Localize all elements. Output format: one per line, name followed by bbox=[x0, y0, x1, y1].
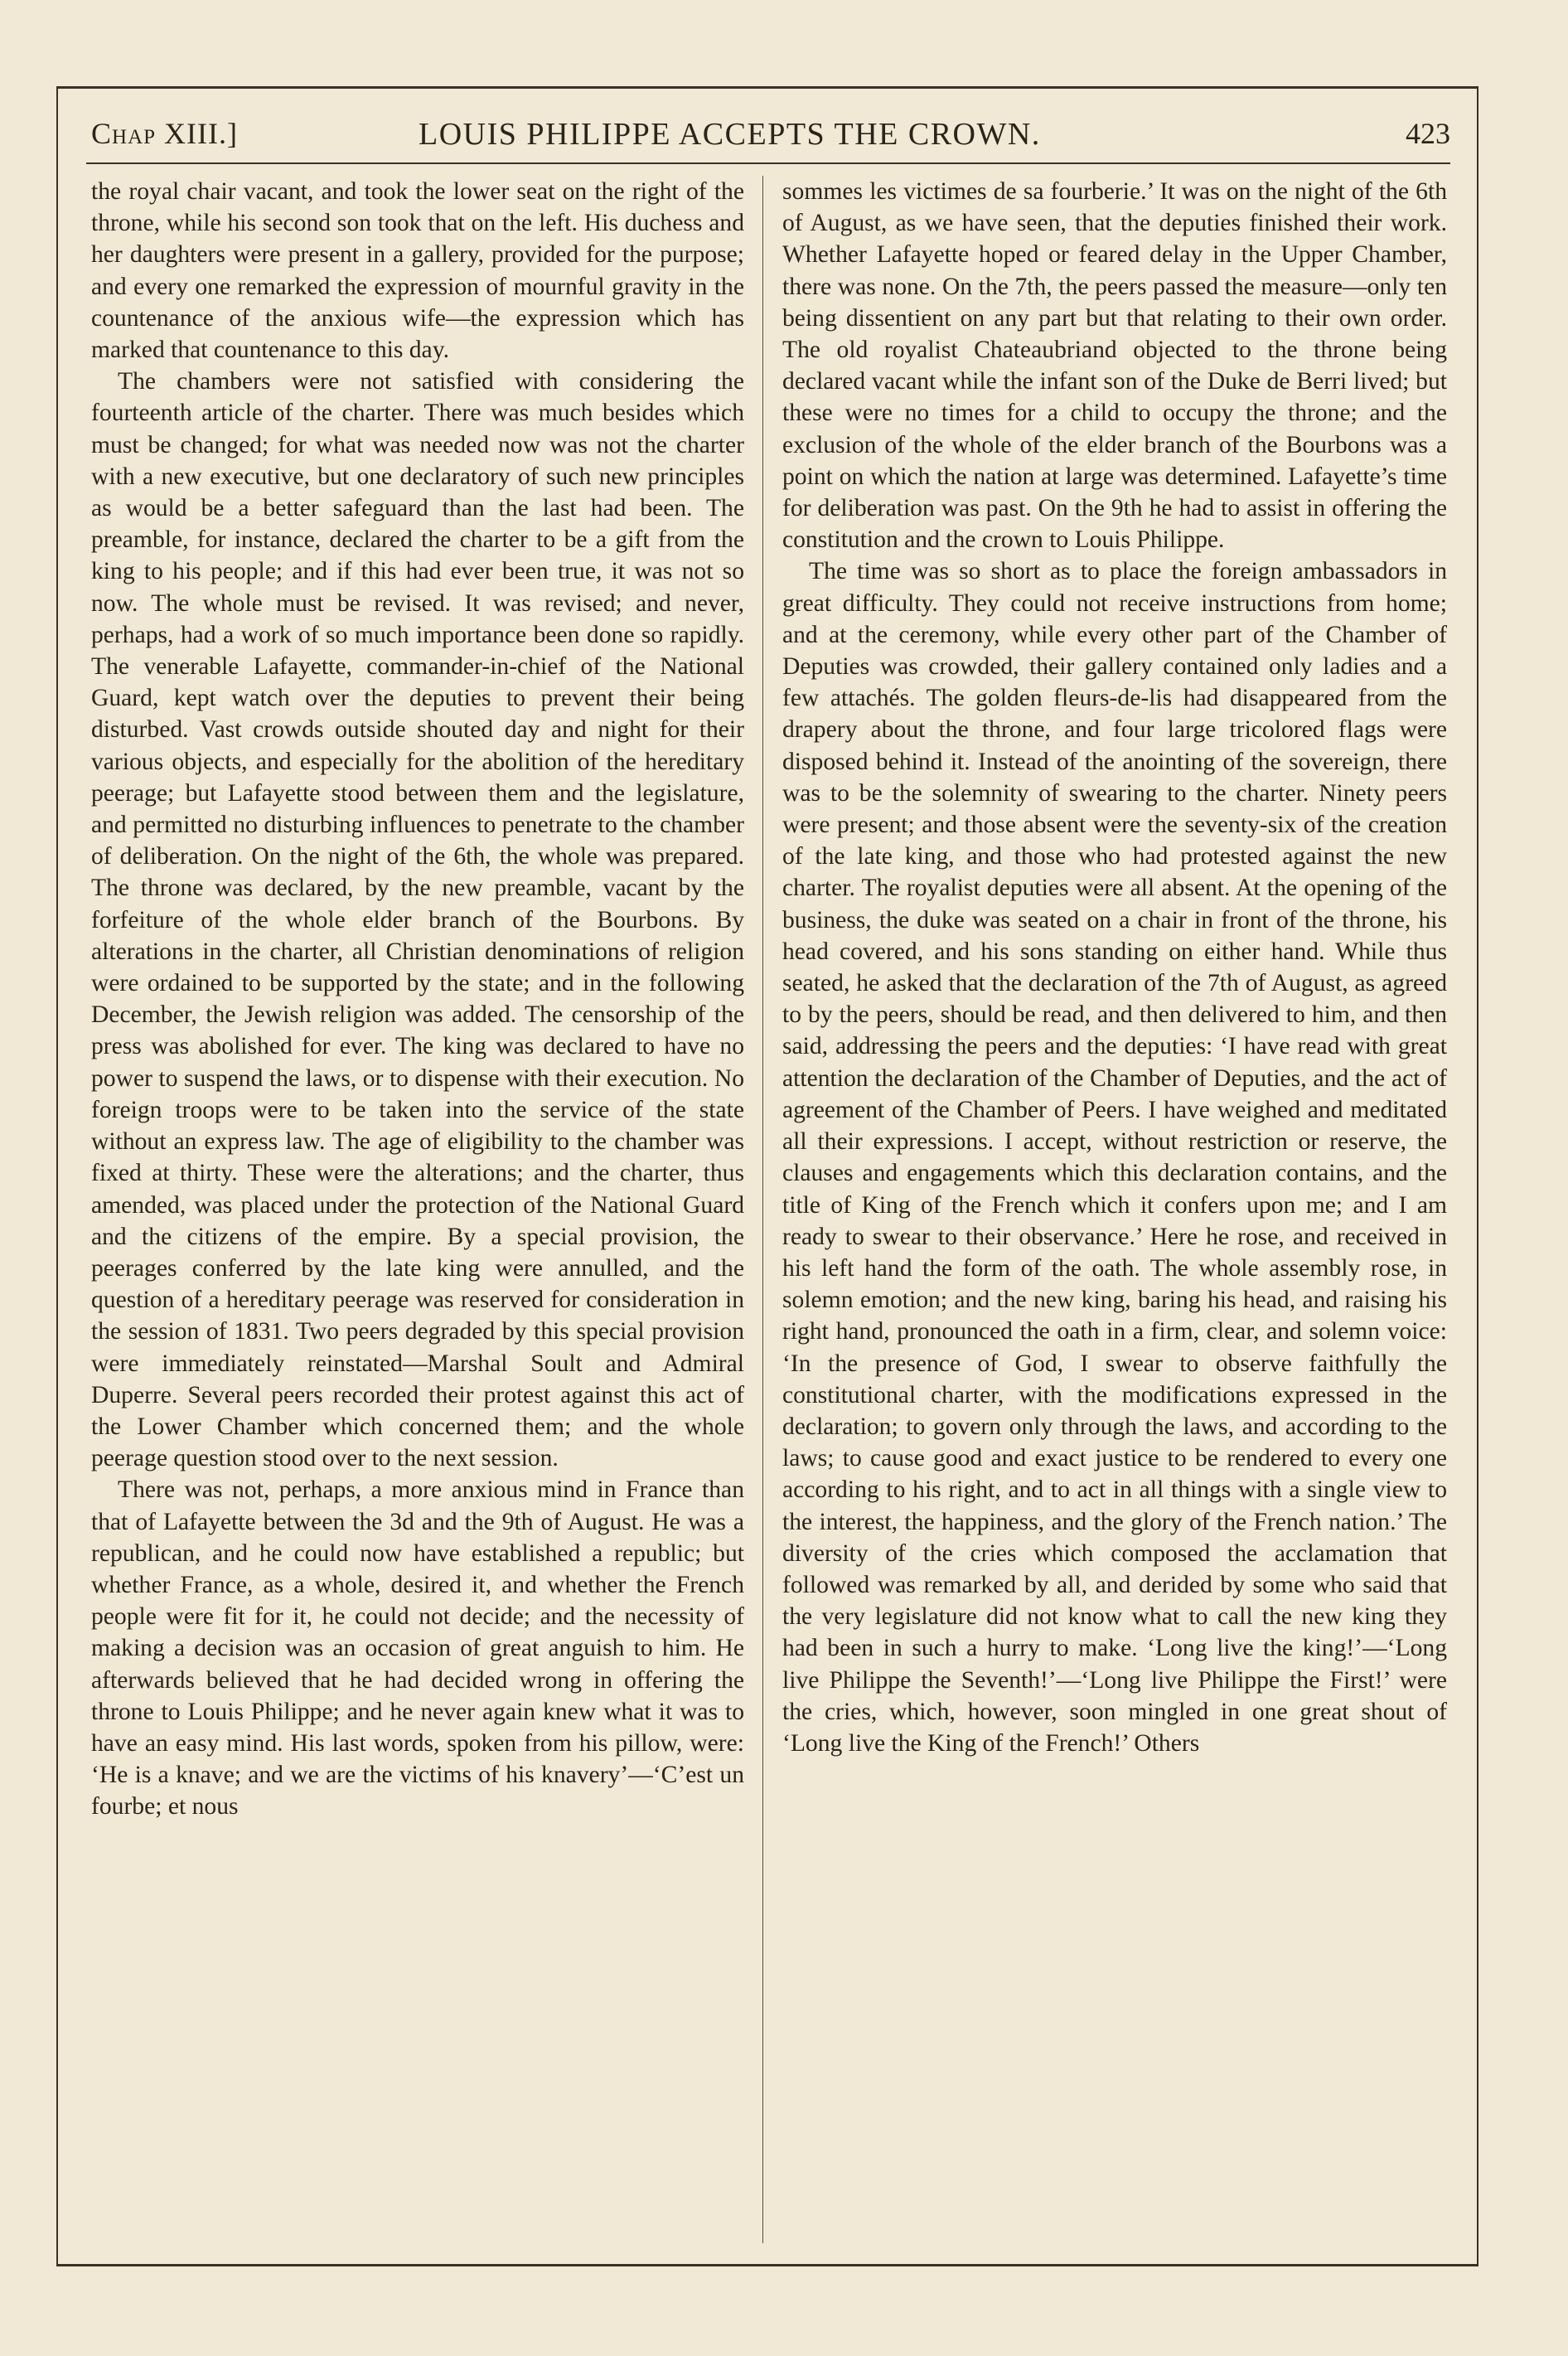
paragraph: There was not, perhaps, a more anxious mind in France than that of Lafayette between the 3d and the 9th of August. He was a republican, and he could now have established a republic; but whether France, as a whole, desired it, and whether the French people were fit for it, he could not decide; and the necessity of making a decision was an occasion of great anguish to him. He afterwards believed that he had decided wrong in offering the throne to Louis Philippe; and he never again knew what it was to have an easy mind. His last words, spoken from his pillow, were: ‘He is a knave; and we are the victims of his knavery’—‘C’est un fourbe; et nous bbox=[91, 1476, 744, 1820]
left-column bbox=[91, 176, 744, 1823]
paragraph: The time was so short as to place the foreign ambassadors in great difficulty. They could not receive instructions from home; and at the ceremony, while every other part of the Chamber of Deputies was crowded, their gallery contained only ladies and a few attachés. The golden fleurs-de-lis had disappeared from the drapery about the throne, and four large tricolored flags were disposed behind it. Instead of the anointing of the sovereign, there was to be the solemnity of swearing to the charter. Ninety peers were present; and those absent were the seventy-six of the creation of the late king, and those who had protested against the new charter. The royalist deputies were all absent. At the opening of the business, the duke was seated on a chair in front of the throne, his head covered, and his sons standing on either hand. While thus seated, he asked that the declaration of the 7th of August, as agreed to by the peers, should be read, and then delivered to him, and then said, addressing the peers and the deputies: ‘I have read with great attention the declaration of the Chamber of Deputies, and the act of agreement of the Chamber of Peers. I have weighed and meditated all their expressions. I accept, without restriction or reserve, the clauses and engagements which this declaration contains, and the title of King of the French which it confers upon me; and I am ready to swear to their observance.’ Here he rose, and received in his left hand the form of the oath. The whole assembly rose, in solemn emotion; and the new king, baring his head, and raising his right hand, pronounced the oath in a firm, clear, and solemn voice: ‘In the presence of God, I swear to observe faithfully the constitutional charter, with the modifications expressed in the declaration; to govern only through the laws, and according to the laws; to cause good and exact justice to be rendered to every one according to his right, and to act in all things with a single view to the interest, the happiness, and the glory of the French nation.’ The diversity of the cries which composed the acclamation that followed was remarked by all, and derided by some who said that the very legislature did not know what to call the new king they had been in such a hurry to make. ‘Long live the king!’—‘Long live Philippe the Seventh!’—‘Long live Philippe the First!’ were the cries, which, however, soon mingled in one great shout of ‘Long live the King of the French!’ Others bbox=[782, 558, 1447, 1757]
running-header bbox=[91, 116, 1450, 162]
paragraph: sommes les victimes de sa fourberie.’ It was on the night of the 6th of August, as we have seen, that the deputies finished their work. Whether Lafayette hoped or feared delay in the Upper Chamber, there was none. On the 7th, the peers passed the measure—only ten being dissentient on any part but that relating to their own order. The old royalist Chateaubriand objected to the throne being declared vacant while the infant son of the Duke de Berri lived; but these were no times for a child to occupy the throne; and the exclusion of the whole of the elder branch of the Bourbons was a point on which the nation at large was determined. Lafayette’s time for deliberation was past. On the 9th he had to assist in offering the constitution and the crown to Louis Philippe. bbox=[782, 178, 1447, 554]
paragraph: the royal chair vacant, and took the lower seat on the right of the throne, while his second son took that on the left. His duchess and her daughters were present in a gallery, provided for the purpose; and every one remarked the expression of mournful gravity in the countenance of the anxious wife—the expression which has marked that countenance to this day. bbox=[91, 178, 744, 364]
paragraph: The chambers were not satisfied with considering the fourteenth article of the charter. There was much besides which must be changed; for what was needed now was not the charter with a new executive, but one declaratory of such new principles as would be a better safeguard than the last had been. The preamble, for instance, declared the charter to be a gift from the king to his people; and if this had ever been true, it was not so now. The whole must be revised. It was revised; and never, perhaps, had a work of so much importance been done so rapidly. The venerable Lafayette, commander-in-chief of the National Guard, kept watch over the deputies to prevent their being disturbed. Vast crowds outside shouted day and night for their various objects, and especially for the abolition of the hereditary peerage; but Lafayette stood between them and the legislature, and permitted no disturbing influences to penetrate to the chamber of deliberation. On the night of the 6th, the whole was prepared. The throne was declared, by the new preamble, vacant by the forfeiture of the whole elder branch of the Bourbons. By alterations in the charter, all Christian denominations of religion were ordained to be supported by the state; and in the following December, the Jewish religion was added. The censorship of the press was abolished for ever. The king was declared to have no power to suspend the laws, or to dispense with their execution. No foreign troops were to be taken into the service of the state without an express law. The age of eligibility to the chamber was fixed at thirty. These were the alterations; and the charter, thus amended, was placed under the protection of the National Guard and the citizens of the empire. By a special provision, the peerages conferred by the late king were annulled, and the question of a hereditary peerage was reserved for consideration in the session of 1831. Two peers degraded by this special provision were immediately reinstated—Marshal Soult and Admiral Duperre. Several peers recorded their protest against this act of the Lower Chamber which concerned them; and the whole peerage question stood over to the next session. bbox=[91, 368, 744, 1472]
page-number: 423 bbox=[1406, 117, 1450, 150]
page-title: LOUIS PHILIPPE ACCEPTS THE CROWN. bbox=[419, 117, 1041, 152]
header-rule bbox=[86, 162, 1450, 164]
right-column bbox=[782, 176, 1447, 1759]
column-divider bbox=[762, 176, 763, 2243]
chapter-label: Chap XIII.] bbox=[91, 117, 238, 150]
